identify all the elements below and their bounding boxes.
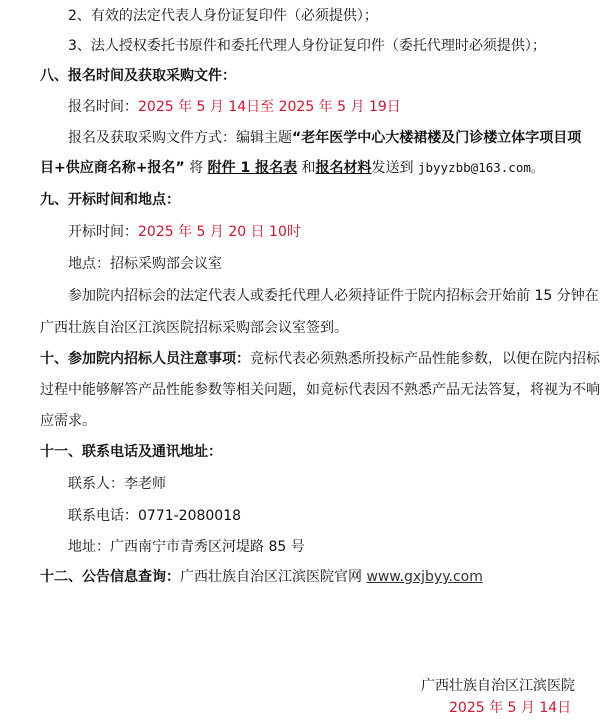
text-send-to: 发送到 — [371, 160, 414, 176]
signature-date: 2025 年 5 月 14日 — [449, 700, 572, 716]
section-12-text: 广西壮族自治区江滨医院官网 — [180, 569, 362, 585]
registration-method-line2 — [40, 158, 543, 178]
registration-email: jbyyzbb@163.com。 — [417, 160, 544, 175]
email-subject-part2: 目+供应商名称+报名” — [40, 160, 185, 176]
registration-materials: 报名材料 — [315, 160, 372, 176]
text-he: 和 — [301, 160, 316, 176]
official-website-link[interactable]: www.gxjbyy.com — [366, 569, 483, 585]
email-subject-part1: “老年医学中心大楼裙楼及门诊楼立体字项目项 — [292, 130, 582, 146]
signature-org: 广西壮族自治区江滨医院 — [421, 678, 575, 694]
section-10-line2: 过程中能够解答产品性能参数等相关问题，如竞标代表因不熟悉产品无法答复，将视为不响 — [40, 382, 600, 398]
registration-time-value: 2025 年 5 月 14日至 2025 年 5 月 19日 — [138, 99, 401, 115]
section-10-line1 — [40, 349, 600, 369]
text-jiang: 将 — [189, 160, 204, 176]
requirement-item-2: 2、有效的法定代表人身份证复印件（必须提供）； — [68, 8, 378, 24]
attendance-paragraph-line1: 参加院内招标会的法定代表人或委托代理人必须持证件于院内招标会开始前 15 分钟在 — [68, 288, 599, 304]
section-12-line — [40, 567, 483, 587]
bid-opening-time — [68, 222, 301, 242]
section-11-heading: 十一、联系电话及通讯地址： — [40, 444, 222, 460]
section-10-text: 竞标代表必须熟悉所投标产品性能参数，以便在院内招标 — [250, 351, 600, 367]
contact-person: 联系人：李老师 — [68, 476, 166, 492]
registration-method-line1 — [68, 128, 581, 148]
contact-address: 地址：广西南宁市青秀区河堤路 85 号 — [68, 539, 305, 555]
section-10-line3: 应需求。 — [40, 413, 96, 429]
requirement-item-3: 3、法人授权委托书原件和委托代理人身份证复印件（委托代理时必须提供）； — [68, 38, 546, 54]
section-9-heading: 九、开标时间和地点： — [40, 192, 180, 208]
attachment-1-link[interactable]: 附件 1 报名表 — [207, 160, 298, 176]
section-10-heading: 十、参加院内招标人员注意事项： — [40, 351, 250, 367]
attendance-paragraph-line2: 广西壮族自治区江滨医院招标采购部会议室签到。 — [40, 320, 348, 336]
section-8-heading: 八、报名时间及获取采购文件： — [40, 68, 236, 84]
section-12-heading: 十二、公告信息查询： — [40, 569, 180, 585]
bid-opening-time-label: 开标时间： — [68, 224, 138, 240]
registration-time — [68, 97, 401, 117]
bid-opening-time-value: 2025 年 5 月 20 日 10时 — [138, 224, 301, 240]
bid-opening-place: 地点：招标采购部会议室 — [68, 256, 222, 272]
registration-time-label: 报名时间： — [68, 99, 138, 115]
contact-phone: 联系电话：0771-2080018 — [68, 508, 242, 524]
registration-method-prefix: 报名及获取采购文件方式：编辑主题 — [68, 130, 292, 146]
